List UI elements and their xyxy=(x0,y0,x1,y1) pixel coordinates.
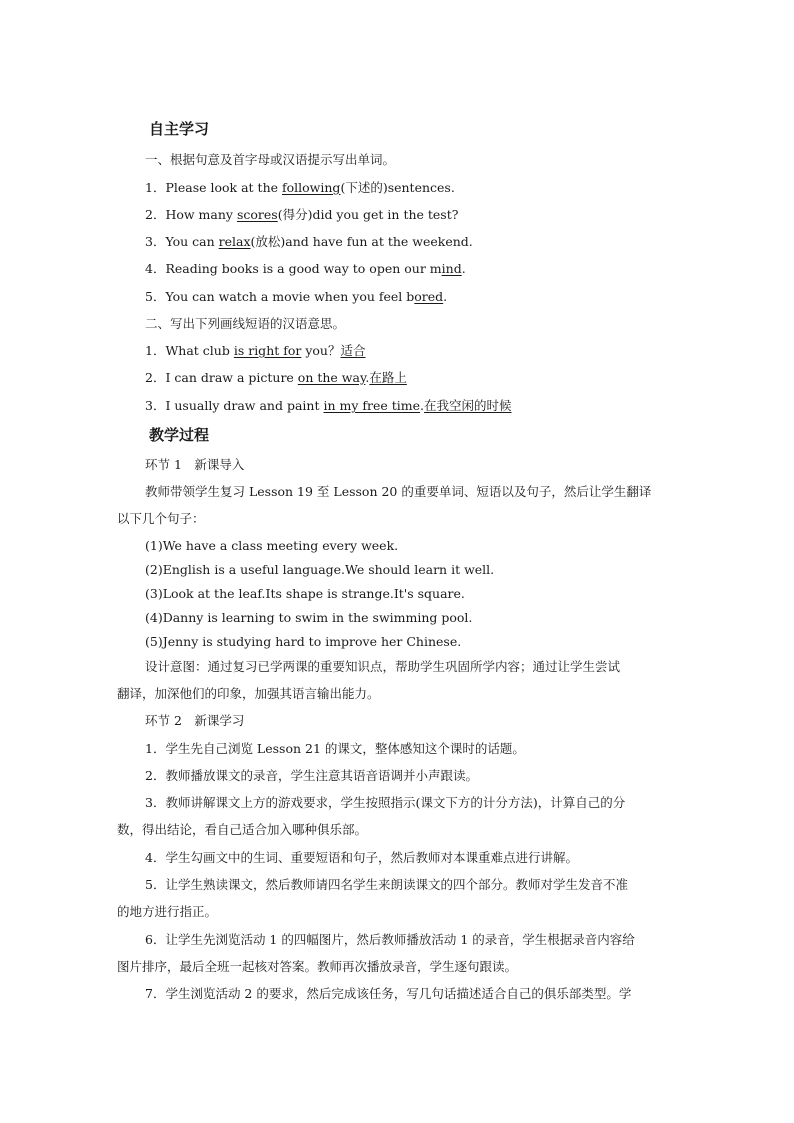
step1-intro-line-2: 以下几个句子： xyxy=(117,511,205,526)
phrase-answer: 适合 xyxy=(340,343,366,358)
underlined-phrase: is right for xyxy=(233,343,302,358)
phrase-item-3: 3．I usually draw and paint in my free time.在我空闲的时候 xyxy=(145,398,512,413)
step1-design-line-2: 翻译，加深他们的印象，加强其语言输出能力。 xyxy=(117,686,380,701)
step2-line-2: 2．教师播放课文的录音，学生注意其语音语调并小声跟读。 xyxy=(145,768,478,783)
phrase-item-2: 2．I can draw a picture on the way.在路上 xyxy=(145,370,407,385)
fill-item-5: 5．You can watch a movie when you feel bored. xyxy=(145,289,448,304)
step2-line-7: 的地方进行指正。 xyxy=(117,904,218,919)
step1-label: 环节 1 新课导入 xyxy=(145,457,245,472)
step2-line-4: 数，得出结论，看自己适合加入哪种俱乐部。 xyxy=(117,822,368,837)
translation-sentence-5: (5)Jenny is studying hard to improve her Chinese. xyxy=(145,634,462,649)
step2-line-3: 3．教师讲解课文上方的游戏要求，学生按照指示(课文下方的计分方法)，计算自己的分 xyxy=(145,795,626,810)
step2-line-1: 1．学生先自己浏览 Lesson 21 的课文，整体感知这个课时的话题。 xyxy=(145,741,525,756)
underlined-phrase: on the way xyxy=(297,370,366,385)
underlined-phrase: in my free time xyxy=(323,398,421,413)
fill-item-3: 3．You can relax(放松)and have fun at the weekend. xyxy=(145,234,473,249)
fill-item-4: 4．Reading books is a good way to open our mind. xyxy=(145,261,466,276)
step2-line-5: 4．学生勾画文中的生词、重要短语和句子，然后教师对本课重难点进行讲解。 xyxy=(145,850,578,865)
step1-intro-line-1: 教师带领学生复习 Lesson 19 至 Lesson 20 的重要单词、短语以及句子，然后让学生翻译 xyxy=(145,484,652,499)
answer-word: ored xyxy=(414,289,444,304)
step2-line-6: 5．让学生熟读课文，然后教师请四名学生来朗读课文的四个部分。教师对学生发音不准 xyxy=(145,877,628,892)
fill-item-2: 2．How many scores(得分)did you get in the test? xyxy=(145,207,459,222)
part2-heading: 二、写出下列画线短语的汉语意思。 xyxy=(145,316,346,331)
step2-label: 环节 2 新课学习 xyxy=(145,713,245,728)
section-title-teaching-process: 教学过程 xyxy=(149,426,210,444)
answer-word: ind xyxy=(441,261,462,276)
translation-sentence-1: (1)We have a class meeting every week. xyxy=(145,538,399,553)
step2-line-10: 7．学生浏览活动 2 的要求，然后完成该任务，写几句话描述适合自己的俱乐部类型。学 xyxy=(145,986,632,1001)
phrase-answer: 在我空闲的时候 xyxy=(424,398,512,413)
fill-item-1: 1．Please look at the following(下述的)sentences. xyxy=(145,180,455,195)
phrase-item-1: 1．What club is right for you？适合 xyxy=(145,343,366,358)
section-title-self-study: 自主学习 xyxy=(149,120,210,138)
step1-design-line-1: 设计意图：通过复习已学两课的重要知识点，帮助学生巩固所学内容；通过让学生尝试 xyxy=(145,659,621,674)
translation-sentence-4: (4)Danny is learning to swim in the swimming pool. xyxy=(145,610,473,625)
answer-word: scores xyxy=(236,207,278,222)
part1-heading: 一、根据句意及首字母或汉语提示写出单词。 xyxy=(145,152,396,167)
translation-sentence-3: (3)Look at the leaf.Its shape is strange.It's square. xyxy=(145,586,465,601)
step2-line-8: 6．让学生先浏览活动 1 的四幅图片，然后教师播放活动 1 的录音，学生根据录音内容给 xyxy=(145,932,635,947)
step2-line-9: 图片排序，最后全班一起核对答案。教师再次播放录音，学生逐句跟读。 xyxy=(117,959,518,974)
translation-sentence-2: (2)English is a useful language.We should learn it well. xyxy=(145,562,495,577)
answer-word: following xyxy=(282,180,341,195)
phrase-answer: 在路上 xyxy=(369,370,407,385)
answer-word: relax xyxy=(218,234,251,249)
